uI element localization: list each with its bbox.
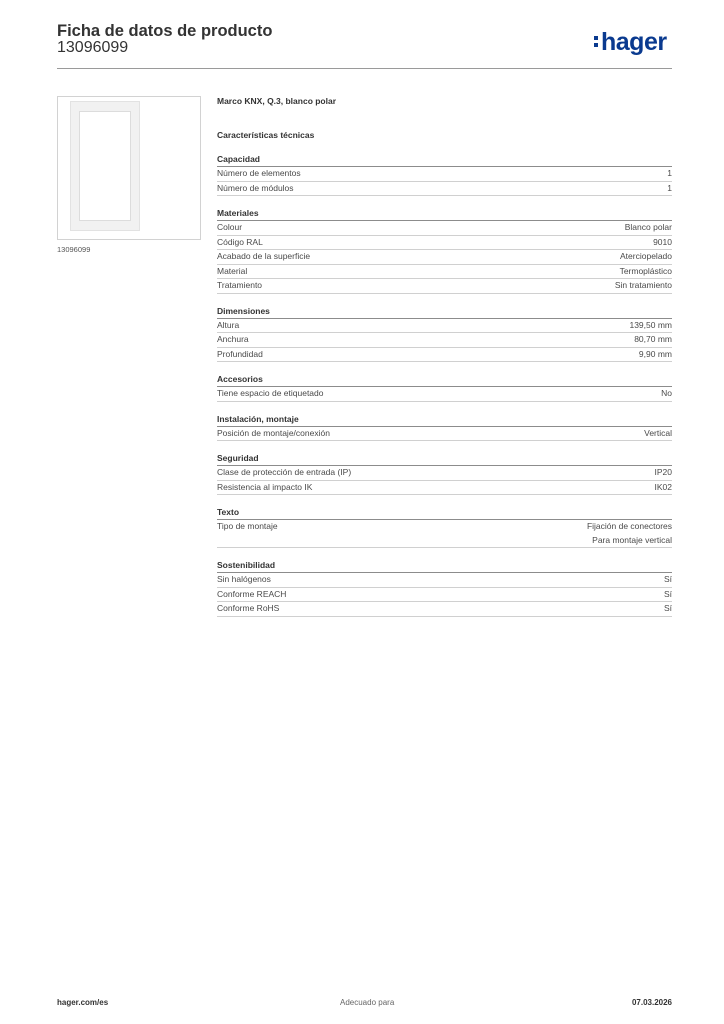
spec-row <box>217 182 672 197</box>
spec-label: Altura <box>217 319 240 330</box>
spec-row <box>217 167 672 182</box>
spec-label: Tratamiento <box>217 280 263 290</box>
spec-label: Número de módulos <box>217 182 294 193</box>
spec-label: Acabado de la superficie <box>217 251 311 261</box>
spec-label: Material <box>217 265 248 276</box>
spec-value: Sí <box>663 603 672 613</box>
spec-value: Termoplástico <box>619 265 672 276</box>
spec-row <box>217 427 672 442</box>
spec-row <box>217 573 672 588</box>
spec-label: Sin halógenos <box>217 574 271 584</box>
spec-value: Sin tratamiento <box>614 280 672 290</box>
spec-content <box>217 96 672 628</box>
spec-row <box>217 279 672 294</box>
product-name: Marco KNX, Q.3, blanco polar <box>217 96 337 106</box>
spec-row <box>217 221 672 236</box>
spec-value: IP20 <box>654 467 672 477</box>
spec-value: Vertical <box>644 427 672 438</box>
spec-row <box>217 602 672 617</box>
spec-row <box>217 588 672 603</box>
spec-value: 9,90 mm <box>638 348 672 359</box>
logo-text: hager <box>601 28 667 56</box>
spec-label: Conforme REACH <box>217 588 287 599</box>
spec-row <box>217 333 672 348</box>
spec-label: Posición de montaje/conexión <box>217 427 330 438</box>
page-title: Ficha de datos de producto <box>57 22 273 40</box>
section-title: Dimensiones <box>217 305 672 319</box>
spec-label: Conforme RoHS <box>217 603 280 613</box>
spec-section <box>217 305 672 363</box>
spec-label: Código RAL <box>217 236 263 247</box>
spec-label: Tiene espacio de etiquetado <box>217 388 324 398</box>
hager-logo <box>594 28 667 57</box>
footer-website: hager.com/es <box>57 998 109 1007</box>
spec-value: Sí <box>663 588 672 599</box>
spec-label: Tipo de montaje <box>217 521 278 531</box>
section-title: Seguridad <box>217 452 672 466</box>
spec-value: Fijación de conectores Para montaje vertical <box>586 521 672 545</box>
spec-section <box>217 506 672 548</box>
section-title: Sostenibilidad <box>217 559 672 573</box>
section-title: Accesorios <box>217 373 672 387</box>
spec-section <box>217 559 672 617</box>
spec-value: 1 <box>667 168 672 178</box>
footer-center-text: Adecuado para <box>340 998 395 1007</box>
spec-value: Sí <box>663 574 672 584</box>
spec-section <box>217 153 672 196</box>
footer-date: 07.03.2026 <box>631 998 672 1007</box>
spec-section <box>217 413 672 442</box>
spec-label: Número de elementos <box>217 168 301 178</box>
image-caption: 13096099 <box>57 245 91 254</box>
spec-label: Resistencia al impacto IK <box>217 481 313 492</box>
product-code: 13096099 <box>57 39 129 56</box>
spec-label: Clase de protección de entrada (IP) <box>217 467 352 477</box>
spec-value: 1 <box>667 182 672 193</box>
spec-label: Colour <box>217 222 243 232</box>
spec-section <box>217 373 672 402</box>
spec-value: No <box>661 388 672 398</box>
spec-value: 9010 <box>653 236 672 247</box>
spec-sections <box>217 153 672 617</box>
spec-row <box>217 236 672 251</box>
spec-row <box>217 250 672 265</box>
spec-value: 139,50 mm <box>629 319 672 330</box>
spec-row <box>217 319 672 334</box>
logo-colon-icon <box>594 33 599 50</box>
spec-section <box>217 452 672 495</box>
spec-row <box>217 265 672 280</box>
spec-label: Profundidad <box>217 348 263 359</box>
frame-image-icon <box>70 101 140 231</box>
section-title: Texto <box>217 506 672 520</box>
spec-row <box>217 387 672 402</box>
spec-row <box>217 520 672 548</box>
spec-row <box>217 348 672 363</box>
spec-row <box>217 481 672 496</box>
spec-value: IK02 <box>654 481 672 492</box>
spec-row <box>217 466 672 481</box>
section-title: Capacidad <box>217 153 672 167</box>
section-title: Materiales <box>217 207 672 221</box>
spec-section <box>217 207 672 294</box>
spec-label: Anchura <box>217 334 249 344</box>
tech-specs-title: Características técnicas <box>217 130 315 140</box>
header-divider <box>57 68 672 69</box>
section-title: Instalación, montaje <box>217 413 672 427</box>
spec-value: Aterciopelado <box>620 251 672 261</box>
spec-value: 80,70 mm <box>634 334 672 344</box>
product-image <box>57 96 201 240</box>
spec-value: Blanco polar <box>624 222 672 232</box>
